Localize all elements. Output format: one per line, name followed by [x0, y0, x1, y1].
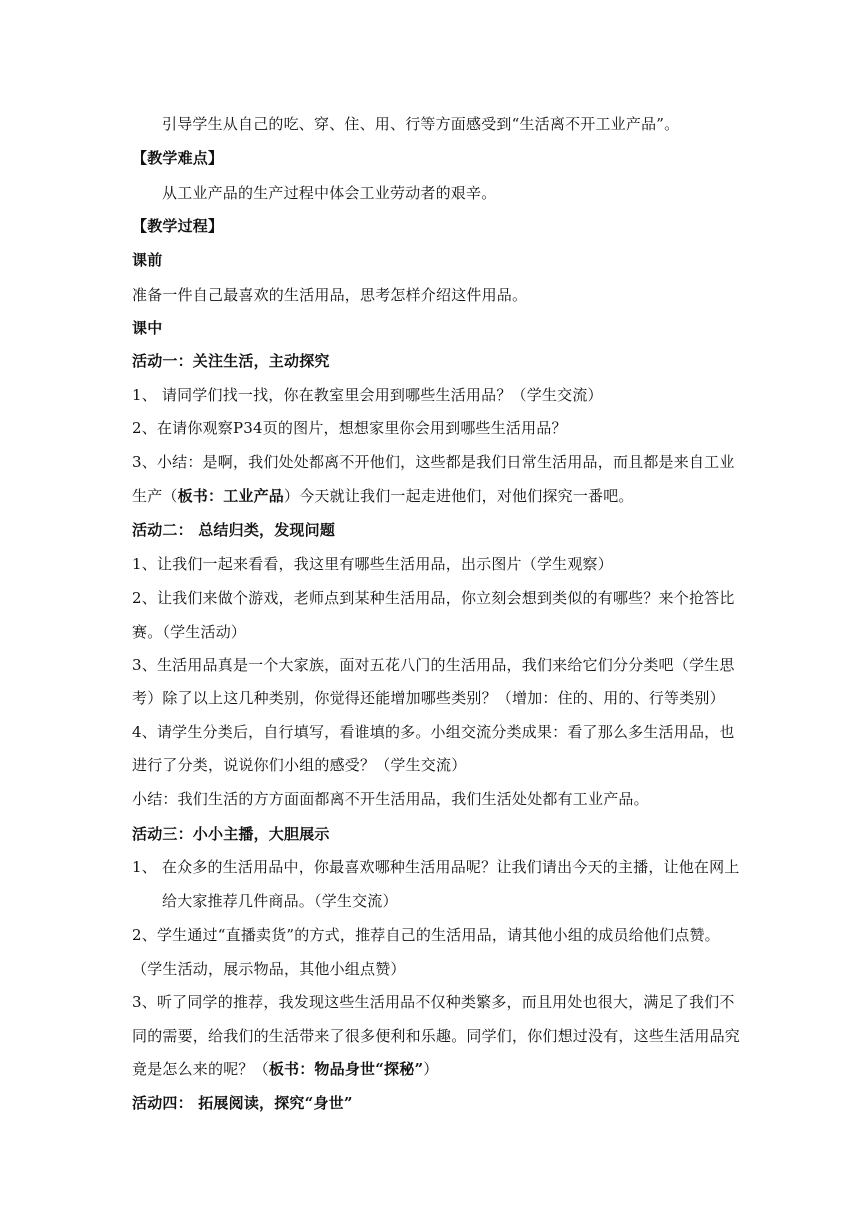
board-note-bold: 板书：工业产品	[177, 487, 285, 505]
paragraph-line: 2、学生通过“直播卖货”的方式，推荐自己的生活用品，请其他小组的成员给他们点赞。	[132, 926, 720, 944]
paragraph-line: 赛。（学生活动）	[132, 623, 247, 641]
paragraph-line: 3、生活用品真是一个大家族，面对五花八门的生活用品，我们来给它们分分类吧（学生思	[132, 656, 735, 674]
subheading-in-class: 课中	[132, 319, 163, 337]
activity-heading-3: 活动三：小小主播，大胆展示	[132, 825, 330, 843]
paragraph-line: 1、让我们一起来看看，我这里有哪些生活用品，出示图片（学生观察）	[132, 555, 613, 573]
board-note-bold: 板书：物品身世“探秘”	[268, 1060, 424, 1078]
paragraph-line: 同的需要，给我们的生活带来了很多便利和乐趣。同学们，你们想过没有，这些生活用品究	[132, 1027, 741, 1045]
paragraph-line-with-board-note	[132, 486, 742, 506]
activity-heading-2: 活动二： 总结归类，发现问题	[132, 521, 336, 539]
paragraph-line: 小结：我们生活的方方面面都离不开生活用品，我们生活处处都有工业产品。	[132, 790, 649, 808]
paragraph-line: 从工业产品的生产过程中体会工业劳动者的艰辛。	[162, 184, 497, 202]
paragraph-line: 3、听了同学的推荐，我发现这些生活用品不仅种类繁多，而且用处也很大，满足了我们不	[132, 993, 735, 1011]
paragraph-line: 引导学生从自己的吃、穿、住、用、行等方面感受到“生活离不开工业产品”。	[162, 115, 680, 133]
paragraph-line: （学生活动，展示物品，其他小组点赞）	[132, 960, 406, 978]
paragraph-line: 给大家推荐几件商品。（学生交流）	[162, 892, 398, 910]
paragraph-line: 进行了分类，说说你们小组的感受？（学生交流）	[132, 756, 467, 774]
section-heading-difficulty: 【教学难点】	[132, 149, 224, 167]
section-heading-process: 【教学过程】	[132, 217, 224, 235]
paragraph-line: 考）除了以上这几种类别，你觉得还能增加哪些类别？（增加：住的、用的、行等类别）	[132, 689, 725, 707]
text-run: ）今天就让我们一起走进他们，对他们探究一番吧。	[284, 487, 634, 505]
subheading-before-class: 课前	[132, 251, 163, 269]
activity-heading-4: 活动四： 拓展阅读，探究“身世”	[132, 1094, 353, 1112]
text-run: 竟是怎么来的呢？（	[132, 1060, 269, 1078]
paragraph-line: 4、请学生分类后，自行填写，看谁填的多。小组交流分类成果：看了那么多生活用品，也	[132, 723, 735, 741]
text-run: ）	[423, 1060, 439, 1078]
activity-heading-1: 活动一：关注生活，主动探究	[132, 352, 330, 370]
text-run: 生产（	[132, 487, 178, 505]
paragraph-line: 1、 在众多的生活用品中，你最喜欢哪种生活用品呢？让我们请出今天的主播，让他在网上	[132, 858, 740, 876]
paragraph-line: 3、小结：是啊，我们处处都离不开他们，这些都是我们日常生活用品，而且都是来自工业	[132, 453, 735, 471]
paragraph-line-with-board-note	[132, 1059, 742, 1079]
paragraph-line: 2、在请你观察P34页的图片，想想家里你会用到哪些生活用品？	[132, 419, 567, 437]
paragraph-line: 准备一件自己最喜欢的生活用品，思考怎样介绍这件用品。	[132, 286, 528, 304]
paragraph-line: 1、 请同学们找一找，你在教室里会用到哪些生活用品？（学生交流）	[132, 386, 603, 404]
paragraph-line: 2、让我们来做个游戏，老师点到某种生活用品，你立刻会想到类似的有哪些？来个抢答比	[132, 589, 735, 607]
